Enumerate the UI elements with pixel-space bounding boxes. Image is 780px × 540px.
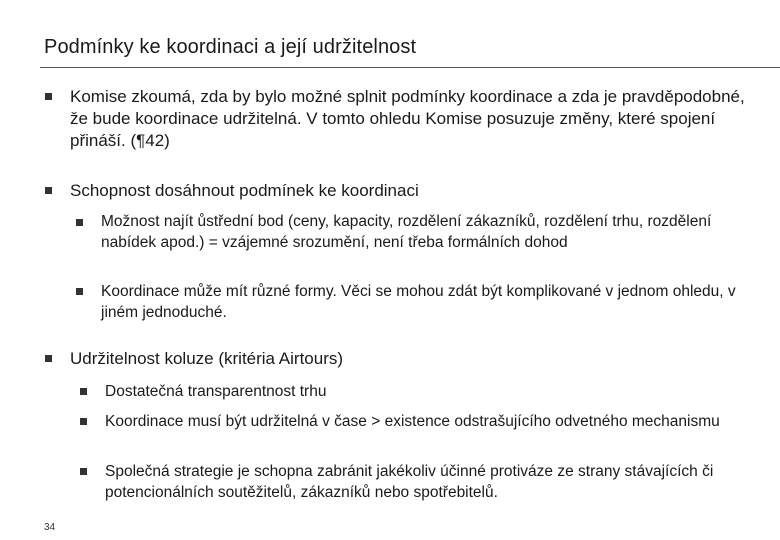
point-2-sub-2: Koordinace může mít různé formy. Věci se mohou zdát být komplikované v jednom ohledu, v jiném jednoduché. xyxy=(101,283,736,321)
sub-bullet-icon xyxy=(76,288,83,295)
point-1-text: Komise zkoumá, zda by bylo možné splnit podmínky koordinace a zda je pravděpodobné, že bude koordinace udržitelná. V tomto ohledu Komise posuzuje změny, které spojení přináší. (¶42) xyxy=(70,87,745,150)
sub-bullet-icon xyxy=(76,219,83,226)
sub-bullet-icon xyxy=(80,418,87,425)
bullet-icon xyxy=(45,187,52,194)
sub-bullet-icon xyxy=(80,388,87,395)
page-number: 34 xyxy=(44,522,56,533)
slide-title: Podmínky ke koordinaci a její udržitelnost xyxy=(44,36,417,58)
point-3-sub-2: Koordinace musí být udržitelná v čase > existence odstrašujícího odvetného mechanismu xyxy=(105,413,720,430)
point-2-sub-1: Možnost najít ůstřední bod (ceny, kapacity, rozdělení zákazníků, rozdělení trhu, rozdělení nabídek apod.) = vzájemné srozumění, není třeba formálních dohod xyxy=(101,213,712,251)
point-2-text: Schopnost dosáhnout podmínek ke koordinaci xyxy=(70,181,419,200)
title-divider xyxy=(40,67,780,68)
point-3-sub-3: Společná strategie je schopna zabránit jakékoliv účinné protiváze ze strany stávajících či potencionálních soutěžitelů, zákazníků nebo spotřebitelů. xyxy=(105,463,714,501)
bullet-icon xyxy=(45,93,52,100)
point-3-sub-1: Dostatečná transparentnost trhu xyxy=(105,383,327,400)
point-3-text: Udržitelnost koluze (kritéria Airtours) xyxy=(70,349,344,368)
sub-bullet-icon xyxy=(80,468,87,475)
bullet-icon xyxy=(45,355,52,362)
